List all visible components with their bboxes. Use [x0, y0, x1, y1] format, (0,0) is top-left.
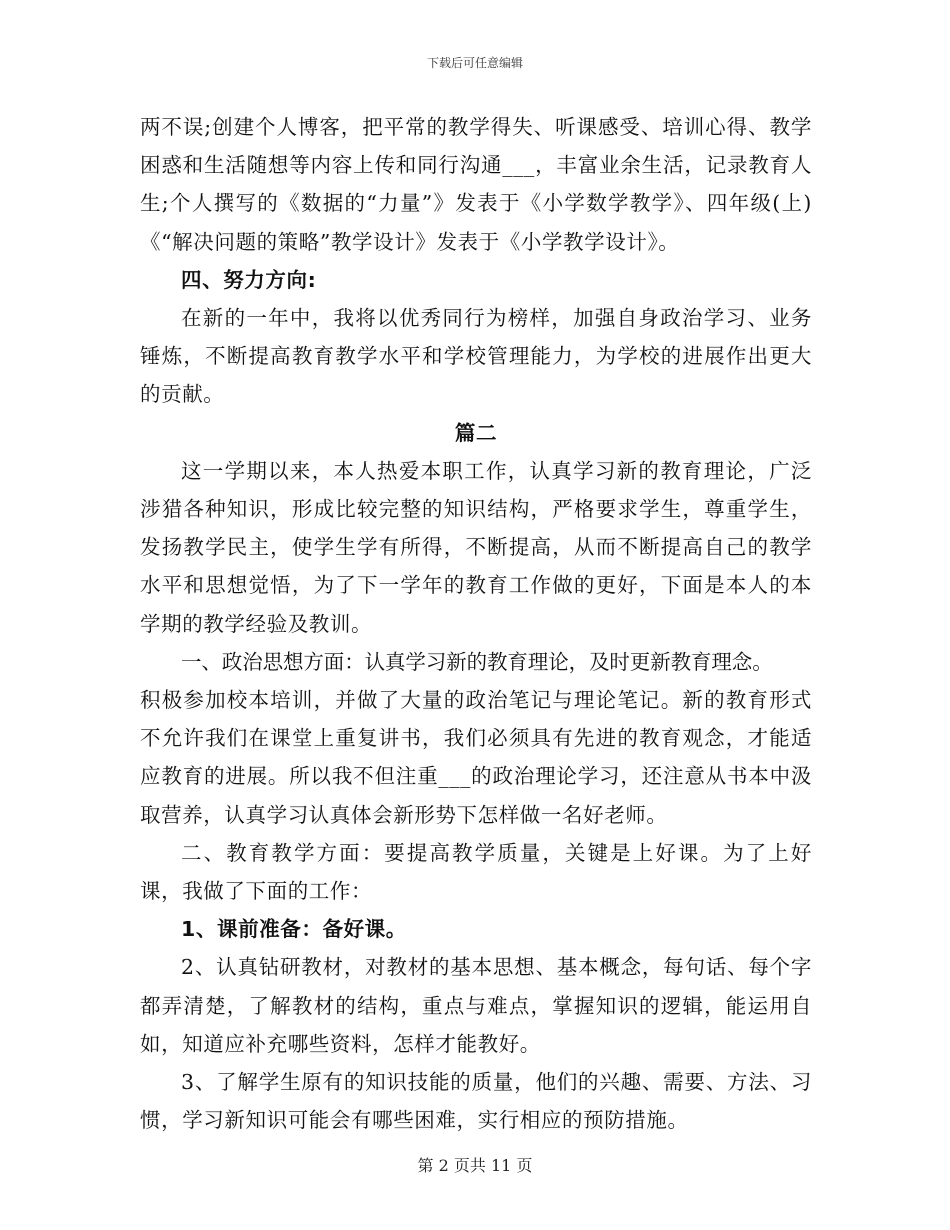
paragraph-political-rest: 积极参加校本培训，并做了大量的政治笔记与理论笔记。新的教育形式不允许我们在课堂上重复讲书，我们必须具有先进的教育观念，才能适应教育的进展。所以我不但注重___的政治理论学习，还注意从书本中汲取营养，认真学习认真体会新形势下怎样做一名好老师。: [140, 688, 812, 827]
document-body: [140, 108, 812, 1139]
paragraph-teaching: 二、教育教学方面：要提高教学质量，关键是上好课。为了上好课，我做了下面的工作：: [140, 840, 812, 904]
paragraph-political-first-line: 一、政治思想方面：认真学习新的教育理论，及时更新教育理念。: [181, 649, 773, 674]
page-header: 下载后可任意编辑: [426, 56, 523, 70]
page-number: 第 2 页共 11 页: [417, 1156, 533, 1175]
section-title-part-two: 篇二: [454, 420, 498, 445]
paragraph-direction: 在新的一年中，我将以优秀同行为榜样，加强自身政治学习、业务锤炼，不断提高教育教学水平和学校管理能力，为学校的进展作出更大的贡献。: [140, 306, 812, 407]
paragraph-item-2: 2、认真钻研教材，对教材的基本思想、基本概念，每句话、每个字都弄清楚，了解教材的结构，重点与难点，掌握知识的逻辑，能运用自如，知道应补充哪些资料，怎样才能教好。: [140, 955, 812, 1056]
paragraph-continued: 两不误;创建个人博客，把平常的教学得失、听课感受、培训心得、教学困惑和生活随想等内容上传和同行沟通___，丰富业余生活，记录教育人生;个人撰写的《数据的“力量”》发表于《小学数学教学》、四年级(上)《“解决问题的策略”教学设计》发表于《小学教学设计》。: [140, 115, 812, 254]
paragraph-intro: 这一学期以来，本人热爱本职工作，认真学习新的教育理论，广泛涉猎各种知识，形成比较完整的知识结构，严格要求学生，尊重学生，发扬教学民主，使学生学有所得，不断提高，从而不断提高自己的教学水平和思想觉悟，为了下一学年的教育工作做的更好，下面是本人的本学期的教学经验及教训。: [140, 458, 812, 636]
paragraph-item-3: 3、了解学生原有的知识技能的质量，他们的兴趣、需要、方法、习惯，学习新知识可能会有哪些困难，实行相应的预防措施。: [140, 1070, 812, 1133]
heading-effort-direction: 四、努力方向:: [181, 267, 317, 292]
heading-class-preparation: 1、课前准备：备好课。: [181, 917, 407, 942]
